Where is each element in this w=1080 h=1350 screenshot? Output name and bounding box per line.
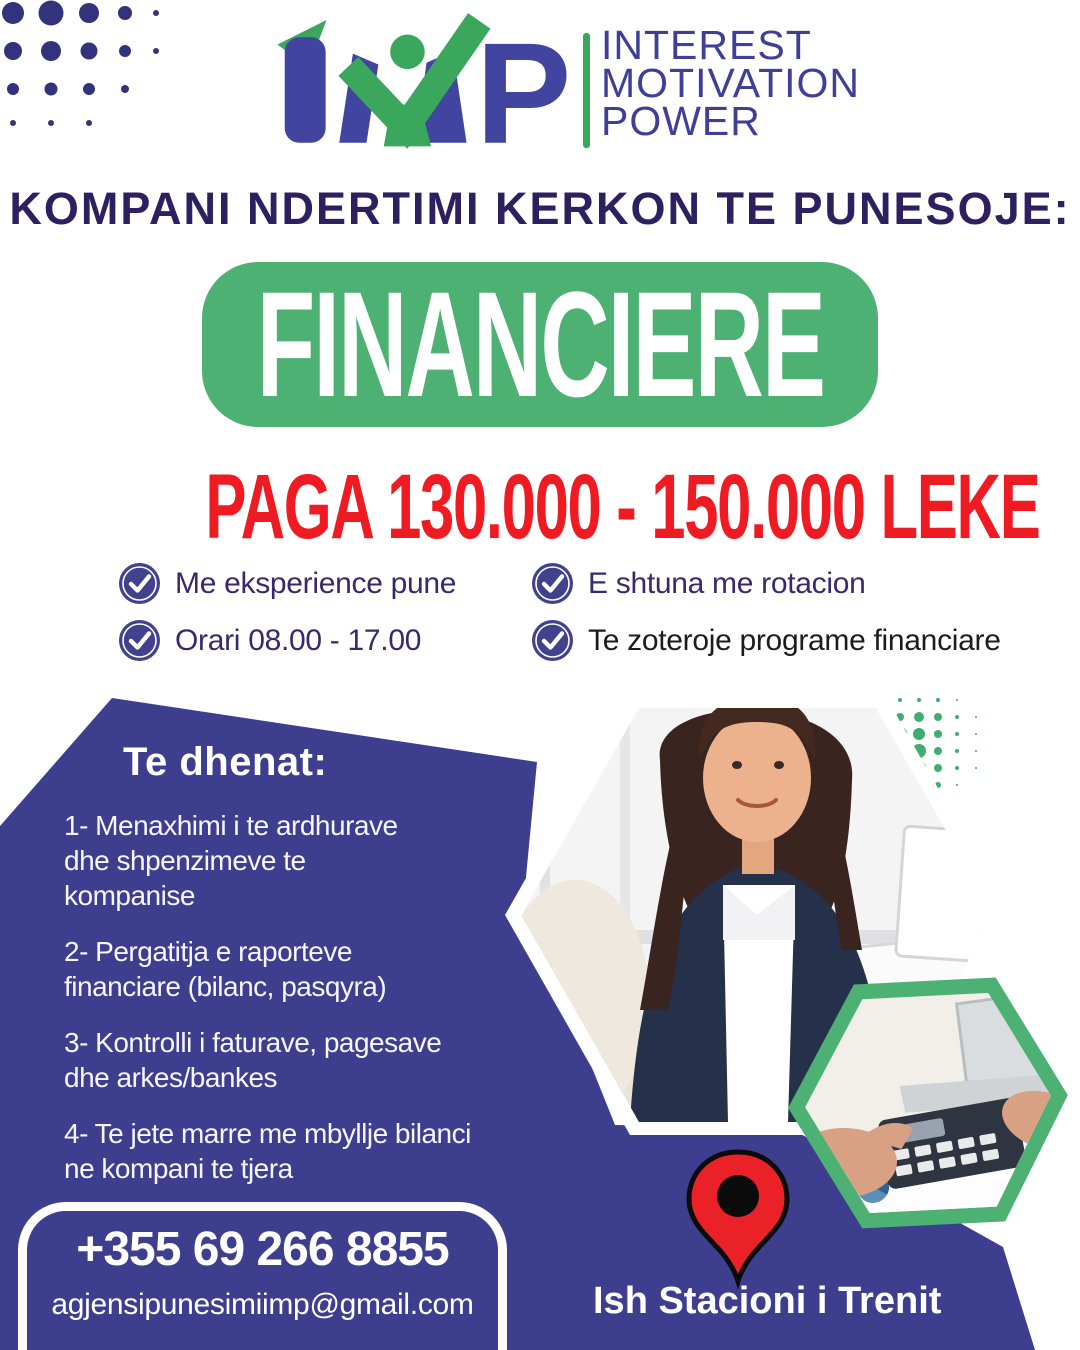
tagline-line: MOTIVATION xyxy=(601,60,861,106)
location-label: Ish Stacioni i Trenit xyxy=(593,1280,942,1322)
requirement-label: E shtuna me rotacion xyxy=(588,566,866,600)
details-list xyxy=(64,808,574,1207)
details-title: Te dhenat: xyxy=(123,740,328,784)
tagline-line: POWER xyxy=(601,98,761,144)
details-item: 3- Kontrolli i faturave, pagesave dhe arkes/bankes xyxy=(64,1027,442,1093)
details-item: 1- Menaxhimi i te ardhurave dhe shpenzimeve te kompanise xyxy=(64,810,398,911)
requirement-label: Orari 08.00 - 17.00 xyxy=(175,623,422,657)
tagline-line: INTEREST xyxy=(601,22,812,68)
requirement-label: Me eksperience pune xyxy=(175,566,457,600)
details-item: 2- Pergatitja e raporteve financiare (bilanc, pasqyra) xyxy=(64,936,387,1002)
salary-line: PAGA 130.000 - 150.000 LEKE xyxy=(205,456,1040,558)
logo-letter-p: P xyxy=(475,13,572,155)
job-title: FINANCIERE xyxy=(256,260,824,428)
details-item: 4- Te jete marre me mbyllje bilanci ne kompani te tjera xyxy=(64,1118,471,1184)
headline: KOMPANI NDERTIMI KERKON TE PUNESOJE: xyxy=(9,183,1071,234)
email-address: agjensipunesimiimp@gmail.com xyxy=(51,1288,474,1321)
phone-number: +355 69 266 8855 xyxy=(76,1223,449,1276)
requirement-label: Te zoteroje programe financiare xyxy=(588,623,1001,657)
